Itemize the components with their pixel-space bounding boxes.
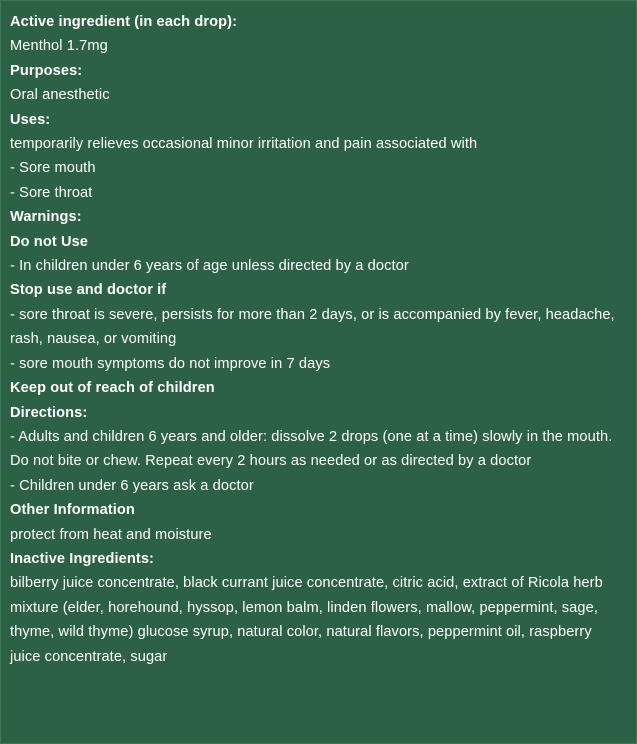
label-text-line: protect from heat and moisture	[10, 526, 212, 543]
label-text-line: - sore mouth symptoms do not improve in 7 days	[10, 355, 331, 372]
label-text-block	[10, 10, 624, 669]
label-text-line: - sore throat is severe, persists for more than 2 days, or is accompanied by fever, headache, rash, nausea, or vomiting	[10, 306, 619, 348]
label-section-heading: Stop use and doctor if	[10, 282, 167, 299]
label-section-heading: Directions:	[10, 404, 88, 421]
label-text-line: - Children under 6 years ask a doctor	[10, 477, 254, 494]
label-text-line: Oral anesthetic	[10, 87, 110, 104]
label-section-heading: Uses:	[10, 111, 51, 128]
label-text-line: - Sore throat	[10, 184, 93, 201]
label-text-line: temporarily relieves occasional minor irritation and pain associated with	[10, 136, 478, 153]
label-section-heading: Other Information	[10, 502, 135, 519]
label-section-heading: Warnings:	[10, 209, 82, 226]
label-section-heading: Inactive Ingredients:	[10, 550, 155, 567]
label-section-heading: Purposes:	[10, 62, 83, 79]
label-text-line: bilberry juice concentrate, black currant juice concentrate, citric acid, extract of Ricola herb mixture (elder, horehound, hyssop, lemon balm, linden flowers, mallow, peppermint, sage, thyme, wild thyme) glucose syrup, natural color, natural flavors, peppermint oil, raspberry juice concentrate, sugar	[10, 575, 607, 665]
label-section-heading: Do not Use	[10, 233, 89, 250]
label-section-heading: Keep out of reach of children	[10, 380, 215, 397]
label-section-heading: Active ingredient (in each drop):	[10, 14, 238, 30]
label-text-line: - Sore mouth	[10, 160, 96, 177]
label-text-line: - In children under 6 years of age unless directed by a doctor	[10, 258, 409, 275]
label-text-line: - Adults and children 6 years and older: dissolve 2 drops (one at a time) slowly in the mouth. Do not bite or chew. Repeat every 2 hours as needed or as directed by a doctor	[10, 428, 617, 470]
label-text-line: Menthol 1.7mg	[10, 38, 108, 55]
